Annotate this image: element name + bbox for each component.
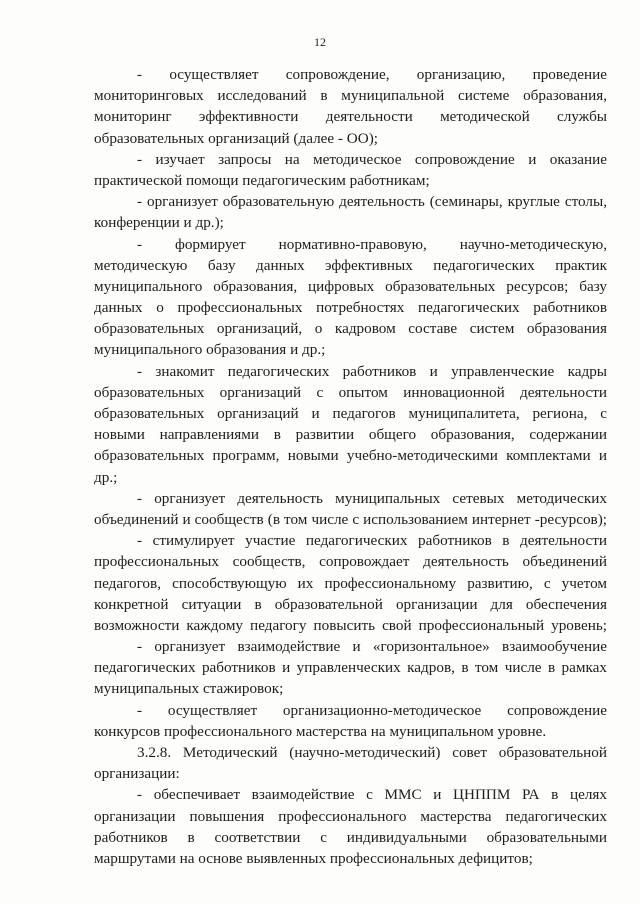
text-line: конференции и др.); — [94, 214, 224, 232]
text-line: организации: — [94, 765, 180, 783]
text-line: конкретной ситуации в образовательной организации для обеспечения — [94, 595, 607, 613]
text-line: практической помощи педагогическим работникам; — [94, 171, 430, 189]
text-line: муниципальных стажировок; — [94, 680, 284, 698]
text-line: работников в соответствии с индивидуальными образовательными — [94, 828, 607, 846]
text-line: образовательных организаций и педагогов муниципалитета, региона, с — [94, 405, 607, 422]
text-line: - обеспечивает взаимодействие с ММС и ЦНППМ РА в целях — [137, 786, 607, 804]
text-line: мониторинговых исследований в муниципальной системе образования, — [94, 87, 607, 105]
text-line: методическую базу данных эффективных педагогических практик — [94, 256, 607, 274]
text-line: педагогов, способствующую их профессиональному развитию, с учетом — [94, 574, 607, 592]
text-line: конкурсов профессионального мастерства на муниципальном уровне. — [94, 722, 547, 740]
text-line: муниципального образования, цифровых образовательных ресурсов; базу — [94, 277, 607, 295]
text-line: - организует деятельность муниципальных сетевых методических — [137, 489, 607, 507]
text-line: образовательных организаций (далее - ОО); — [94, 129, 379, 147]
text-line: объединений и сообществ (в том числе с использованием интернет -ресурсов); — [94, 510, 607, 528]
text-line: профессиональных сообществ, сопровождает деятельность объединений — [94, 553, 607, 571]
text-line: - организует взаимодействие и «горизонтальное» взаимообучение — [137, 638, 607, 656]
text-line: организации повышения профессионального мастерства педагогических — [94, 807, 607, 825]
text-line: - стимулирует участие педагогических работников в деятельности — [137, 532, 607, 550]
text-line: - организует образовательную деятельность (семинары, круглые столы, — [137, 193, 607, 211]
page-number: 12 — [314, 35, 326, 49]
document-body-text — [94, 64, 607, 869]
text-line: данных о профессиональных потребностях педагогических работников — [94, 299, 607, 317]
text-line: 3.2.8. Методический (научно-методический) совет образовательной — [137, 744, 607, 761]
text-line: - формирует нормативно-правовую, научно-методическую, — [137, 235, 607, 253]
text-line: - осуществляет сопровождение, организацию, проведение — [137, 66, 607, 83]
text-line: - осуществляет организационно-методическое сопровождение — [137, 701, 607, 719]
text-line: образовательных организаций с опытом инновационной деятельности — [94, 383, 607, 401]
text-line: др.; — [94, 468, 118, 486]
text-line: образовательных организаций, о кадровом составе систем образования — [94, 320, 607, 338]
text-line: новыми направлениями в развитии общего образования, содержании — [94, 426, 607, 444]
text-line: образовательных программ, новыми учебно-методическими комплектами и — [94, 447, 607, 465]
text-line: муниципального образования и др.; — [94, 341, 326, 359]
text-line: возможности каждому педагогу повысить свой профессиональный уровень; — [94, 616, 607, 634]
text-line: педагогических работников и управленческих кадров, в том числе в рамках — [94, 659, 607, 677]
text-line: - изучает запросы на методическое сопровождение и оказание — [137, 150, 607, 168]
text-line: - знакомит педагогических работников и управленческие кадры — [137, 362, 607, 380]
text-line: маршрутами на основе выявленных профессиональных дефицитов; — [94, 849, 533, 867]
text-line: мониторинг эффективности деятельности методической службы — [94, 108, 607, 126]
